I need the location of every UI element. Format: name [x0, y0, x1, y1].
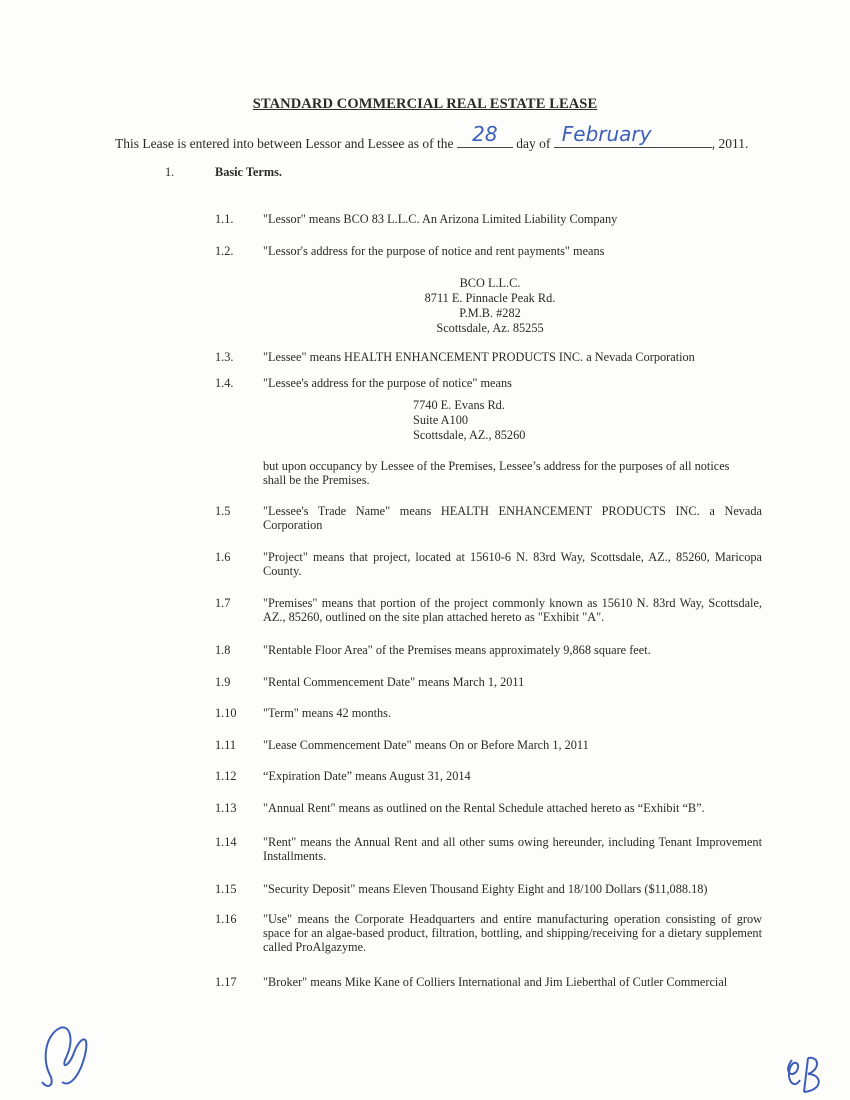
item-number: 1.10: [215, 706, 237, 720]
item-number: 1.11: [215, 738, 237, 752]
address-line: Scottsdale, AZ., 85260: [413, 428, 526, 442]
day-handwritten: 28: [472, 122, 498, 146]
item-text: "Term" means 42 months.: [263, 706, 392, 720]
item-text: "Security Deposit" means Eleven Thousand Eighty Eight and 18/100 Dollars ($11,088.18): [263, 882, 708, 896]
item-text: "Lessor's address for the purpose of notice and rent payments" means: [263, 244, 605, 258]
intro-suffix: , 2011.: [711, 136, 749, 151]
item-number: 1.2.: [215, 244, 234, 258]
address-line: Scottsdale, Az. 85255: [436, 321, 544, 335]
day-field: [457, 122, 513, 148]
address-line: 7740 E. Evans Rd.: [413, 398, 505, 412]
item-text: "Rent" means the Annual Rent and all other sums owing hereunder, including Tenant Improvement Installments.: [263, 835, 762, 863]
item-text: "Lease Commencement Date" means On or Before March 1, 2011: [263, 738, 589, 752]
item-number: 1.4.: [215, 376, 234, 390]
item-text: "Broker" means Mike Kane of Colliers International and Jim Lieberthal of Cutler Commercial: [263, 975, 728, 989]
address-line: BCO L.L.C.: [459, 276, 521, 290]
item-number: 1.8: [215, 643, 231, 657]
month-field: [554, 122, 712, 148]
intro-line: [115, 122, 749, 152]
item-text: "Use" means the Corporate Headquarters and entire manufacturing operation consisting of grow space for an algae-based product, filtration, bottling, and shipping/receiving for a dietary supplement called ProAlgazyme.: [263, 912, 762, 954]
item-number: 1.9: [215, 675, 231, 689]
lessee-note: but upon occupancy by Lessee of the Premises, Lessee’s address for the purposes of all notices shall be the Premises.: [263, 459, 730, 487]
intro-prefix: This Lease is entered into between Lessor and Lessee as of the: [115, 136, 454, 151]
month-handwritten: February: [561, 122, 652, 146]
item-number: 1.13: [215, 801, 237, 815]
initials-left-signature: [30, 1020, 110, 1092]
item-number: 1.3.: [215, 350, 234, 364]
item-number: 1.12: [215, 769, 237, 783]
item-number: 1.16: [215, 912, 237, 926]
item-number: 1.7: [215, 596, 231, 610]
section-number: 1.: [165, 165, 175, 179]
address-line: Suite A100: [413, 413, 468, 427]
item-text: "Premises" means that portion of the project commonly known as 15610 N. 83rd Way, Scottsdale, AZ., 85260, outlined on the site plan attached hereto as "Exhibit "A".: [263, 596, 762, 624]
initials-right-signature: [780, 1050, 840, 1100]
address-line: 8711 E. Pinnacle Peak Rd.: [424, 291, 556, 305]
item-text: "Lessee" means HEALTH ENHANCEMENT PRODUCTS INC. a Nevada Corporation: [263, 350, 695, 364]
item-number: 1.15: [215, 882, 237, 896]
item-text: “Expiration Date” means August 31, 2014: [263, 769, 471, 783]
item-number: 1.5: [215, 504, 231, 518]
item-text: "Lessee's Trade Name" means HEALTH ENHANCEMENT PRODUCTS INC. a Nevada Corporation: [263, 504, 762, 532]
item-text: "Rentable Floor Area" of the Premises means approximately 9,868 square feet.: [263, 643, 651, 657]
item-number: 1.14: [215, 835, 237, 849]
address-line: P.M.B. #282: [459, 306, 521, 320]
section-title: Basic Terms.: [215, 165, 282, 179]
item-text: "Annual Rent" means as outlined on the Rental Schedule attached hereto as “Exhibit “B”.: [263, 801, 705, 815]
lessee-address: [413, 398, 525, 443]
document-title: STANDARD COMMERCIAL REAL ESTATE LEASE: [252, 96, 598, 112]
item-number: 1.6: [215, 550, 231, 564]
item-text: "Lessor" means BCO 83 L.L.C. An Arizona Limited Liability Company: [263, 212, 618, 226]
lessor-address: [380, 276, 600, 336]
item-text: "Project" means that project, located at 15610-6 N. 83rd Way, Scottsdale, AZ., 85260, Maricopa County.: [263, 550, 762, 578]
intro-middle: day of: [516, 136, 551, 151]
item-number: 1.17: [215, 975, 237, 989]
item-text: "Rental Commencement Date" means March 1, 2011: [263, 675, 525, 689]
item-number: 1.1.: [215, 212, 234, 226]
item-text: "Lessee's address for the purpose of notice" means: [263, 376, 512, 390]
